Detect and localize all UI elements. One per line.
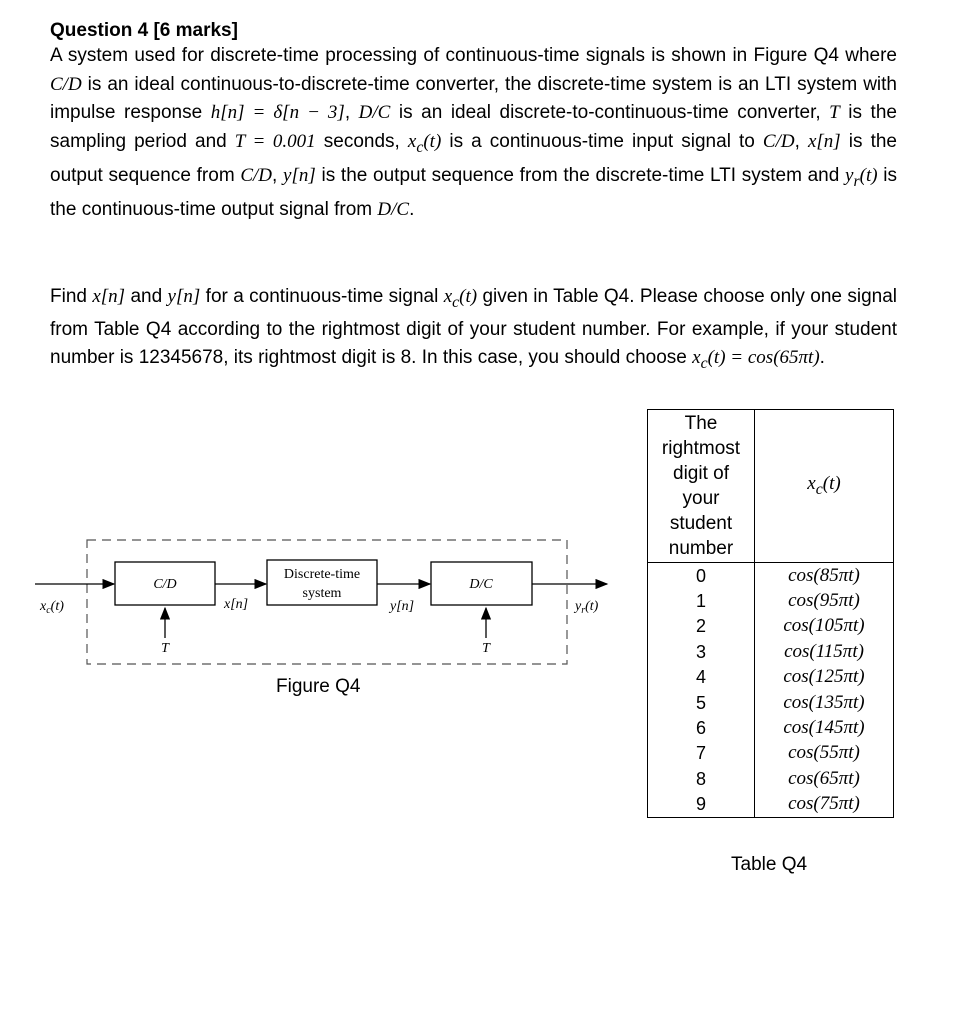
dc-label: D/C: [469, 577, 493, 592]
header-signal: $x_c(t)$: [755, 410, 894, 563]
table-row: 3 cos(115πt): [648, 639, 894, 664]
input-signal-label: $x_c(t)$: [40, 599, 64, 616]
table-row: 8 cos(65πt): [648, 766, 894, 791]
header-digit: The rightmost digit of your student number: [648, 410, 755, 563]
table-row: 0 cos(85πt): [648, 563, 894, 589]
t-label-dc: T: [482, 641, 490, 656]
table-row: 1 cos(95πt): [648, 588, 894, 613]
question-paragraph-1: A system used for discrete-time processing of continuous-time signals is shown in Figure Q4 where C/D is an ideal continuous-to-discrete-time converter, the discrete-time system is an LTI system with impulse response h[n] = δ[n − 3], D/C is an ideal discrete-to-continuous-time converter, T is the sampling period and T = 0.001 seconds, $x_c(t)$ is a continuous-time input signal to C/D, x[n] is the output sequence from C/D, y[n] is the output sequence from the discrete-time LTI system and $y_r(t)$ is the continuous-time output signal from D/C.: [50, 45, 897, 221]
table-row: 2 cos(105πt): [648, 614, 894, 639]
dt-system-label-1: Discrete-time: [283, 567, 361, 582]
cd-label: C/D: [153, 577, 177, 592]
xn-label: x[n]: [224, 597, 249, 612]
yn-label: y[n]: [390, 599, 415, 614]
output-signal-label: $y_r(t)$: [575, 599, 599, 616]
table-row: 5 cos(135πt): [648, 690, 894, 715]
t-label-cd: T: [161, 641, 169, 656]
dt-system-label-2: system: [302, 586, 342, 601]
table-q4: [647, 409, 894, 818]
table-row: 6 cos(145πt): [648, 715, 894, 740]
table-caption: Table Q4: [731, 854, 808, 875]
question-title: Question 4 [6 marks]: [50, 20, 238, 41]
figure-caption: Figure Q4: [276, 676, 361, 697]
question-paragraph-2: Find x[n] and y[n] for a continuous-time signal $x_c(t)$ given in Table Q4. Please choose only one signal from Table Q4 according to the rightmost digit of your student number. For example, if your student number is 12345678, its rightmost digit is 8. In this case, you should choose $x_c(t) = \cos(65\pi t)$.: [50, 286, 897, 372]
table-header-row: [648, 410, 894, 563]
table-row: 7 cos(55πt): [648, 741, 894, 766]
table-row: 4 cos(125πt): [648, 665, 894, 690]
block-diagram-svg: [30, 530, 630, 670]
table-row: 9 cos(75πt): [648, 792, 894, 818]
